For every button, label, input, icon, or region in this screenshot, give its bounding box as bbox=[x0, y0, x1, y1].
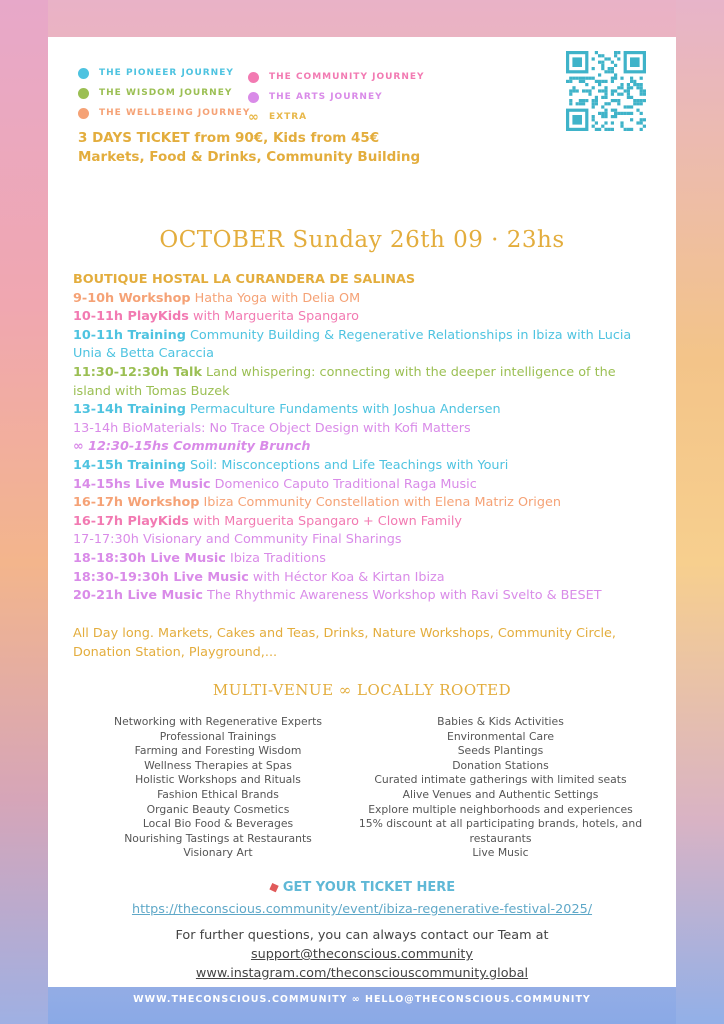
infinity-icon: ∞ bbox=[248, 109, 260, 125]
feature-item: Professional Trainings bbox=[159, 729, 277, 743]
feature-item: Environmental Care bbox=[447, 729, 554, 743]
ticket-icon: ◆ bbox=[266, 878, 282, 897]
feature-item: Seeds Plantings bbox=[457, 744, 544, 758]
schedule-description: Ibiza Community Constellation with Elena Matriz Origen bbox=[199, 495, 561, 511]
legend-column-1 bbox=[78, 63, 250, 123]
schedule-item bbox=[73, 550, 653, 569]
feature-item: Holistic Workshops and Rituals bbox=[135, 773, 301, 787]
schedule-time: 18:30-19:30h Live Music bbox=[73, 569, 249, 585]
dot-icon bbox=[78, 88, 89, 99]
legend-label: THE PIONEER JOURNEY bbox=[99, 68, 234, 78]
dot-icon bbox=[248, 72, 259, 83]
schedule-time: 9-10h Workshop bbox=[73, 290, 191, 306]
venue-name: BOUTIQUE HOSTAL LA CURANDERA DE SALINAS bbox=[73, 272, 416, 287]
dot-icon bbox=[78, 108, 89, 119]
dot-icon bbox=[78, 68, 89, 79]
instagram-link[interactable]: www.instagram.com/theconsciouscommunity.global bbox=[195, 966, 529, 981]
schedule-item bbox=[73, 494, 653, 513]
schedule-description: Permaculture Fundaments with Joshua Andersen bbox=[185, 402, 501, 418]
legend-item bbox=[78, 63, 250, 83]
legend-label: EXTRA bbox=[269, 112, 308, 122]
feature-item: Local Bio Food & Beverages bbox=[142, 817, 294, 831]
schedule-item bbox=[73, 290, 653, 309]
features-list-left bbox=[98, 715, 338, 861]
legend-label: THE COMMUNITY JOURNEY bbox=[269, 72, 425, 82]
schedule-description: Hatha Yoga with Delia OM bbox=[190, 290, 361, 306]
date-title: OCTOBER Sunday 26th 09 · 23hs bbox=[159, 227, 565, 253]
legend-item bbox=[248, 67, 425, 87]
ticket-info bbox=[78, 129, 558, 167]
feature-item: Babies & Kids Activities bbox=[437, 715, 564, 728]
schedule-description: Community Building & Regenerative Relationships in Ibiza with Lucia Unia & Betta Caraccia bbox=[73, 327, 632, 362]
get-ticket-label: GET YOUR TICKET HERE bbox=[282, 880, 456, 895]
schedule-description: with Marguerita Spangaro bbox=[188, 309, 359, 325]
schedule-item bbox=[73, 420, 653, 439]
feature-item: Alive Venues and Authentic Settings bbox=[402, 787, 599, 801]
schedule-description: Domenico Caputo Traditional Raga Music bbox=[210, 476, 477, 492]
feature-item: Organic Beauty Cosmetics bbox=[146, 802, 290, 816]
all-day-info: All Day long. Markets, Cakes and Teas, Drinks, Nature Workshops, Community Circle, Donation Station, Playground,... bbox=[73, 626, 616, 660]
schedule bbox=[73, 271, 653, 606]
features-list-right bbox=[348, 715, 653, 861]
ticket-link[interactable]: https://theconscious.community/event/ibiza-regenerative-festival-2025/ bbox=[131, 902, 593, 917]
legend-label: THE WELLBEING JOURNEY bbox=[99, 108, 251, 118]
get-ticket-cta[interactable] bbox=[48, 880, 676, 895]
dot-icon bbox=[248, 92, 259, 103]
feature-item: Live Music bbox=[472, 846, 529, 860]
footer-links: WWW.THECONSCIOUS.COMMUNITY ∞ HELLO@THECONSCIOUS.COMMUNITY bbox=[133, 994, 591, 1005]
schedule-description: 17-17:30h Visionary and Community Final Sharings bbox=[73, 532, 402, 548]
feature-item: Curated intimate gatherings with limited seats bbox=[374, 773, 627, 787]
background-right bbox=[676, 0, 724, 1024]
schedule-item bbox=[73, 401, 653, 420]
qr-code[interactable] bbox=[566, 51, 646, 131]
feature-item: Farming and Foresting Wisdom bbox=[134, 744, 302, 758]
schedule-description: The Rhythmic Awareness Workshop with Ravi Svelto & BESET bbox=[202, 588, 602, 604]
schedule-time: 10-11h Training bbox=[73, 327, 186, 343]
schedule-item bbox=[73, 364, 653, 401]
contact-line: For further questions, you can always contact our Team at bbox=[175, 928, 549, 943]
schedule-item bbox=[73, 457, 653, 476]
schedule-time: 20-21h Live Music bbox=[73, 588, 203, 604]
schedule-description: Land whispering: connecting with the deeper intelligence of the island with Tomas Buzek bbox=[73, 364, 616, 399]
schedule-time: 13-14h Training bbox=[73, 402, 186, 418]
feature-item: Visionary Art bbox=[183, 846, 253, 860]
legend-label: THE ARTS JOURNEY bbox=[269, 92, 383, 102]
contact-info bbox=[48, 926, 676, 983]
flyer-card bbox=[48, 37, 676, 987]
legend-label: THE WISDOM JOURNEY bbox=[99, 88, 233, 98]
schedule-item bbox=[73, 587, 653, 606]
schedule-description: Soil: Misconceptions and Life Teachings with Youri bbox=[185, 457, 509, 473]
ticket-includes: Markets, Food & Drinks, Community Building bbox=[78, 149, 421, 165]
feature-item: Nourishing Tastings at Restaurants bbox=[124, 831, 312, 845]
schedule-time: 14-15hs Live Music bbox=[73, 476, 211, 492]
schedule-time: 14-15h Training bbox=[73, 457, 186, 473]
feature-item: Explore multiple neighborhoods and experiences bbox=[368, 802, 633, 816]
schedule-description: 13-14h BioMaterials: No Trace Object Design with Kofi Matters bbox=[73, 420, 471, 436]
legend-item bbox=[248, 107, 425, 127]
schedule-time: 11:30-12:30h Talk bbox=[73, 364, 202, 380]
legend-item bbox=[248, 87, 425, 107]
schedule-item bbox=[73, 513, 653, 532]
schedule-time: 18-18:30h Live Music bbox=[73, 550, 226, 566]
feature-item: Wellness Therapies at Spas bbox=[144, 758, 292, 772]
feature-item: Fashion Ethical Brands bbox=[157, 787, 279, 801]
feature-item: 15% discount at all participating brands, hotels, and restaurants bbox=[358, 817, 643, 845]
schedule-item bbox=[73, 476, 653, 495]
schedule-description: with Marguerita Spangaro + Clown Family bbox=[188, 513, 462, 529]
legend-column-2 bbox=[248, 67, 425, 127]
schedule-item bbox=[73, 531, 653, 550]
schedule-time: 16-17h PlayKids bbox=[73, 513, 189, 529]
background-left bbox=[0, 0, 48, 1024]
multi-venue-title: MULTI-VENUE ∞ LOCALLY ROOTED bbox=[212, 681, 512, 699]
schedule-time: ∞ 12:30-15hs Community Brunch bbox=[73, 439, 311, 455]
feature-item: Donation Stations bbox=[452, 758, 549, 772]
schedule-item bbox=[73, 327, 653, 364]
legend-item bbox=[78, 83, 250, 103]
schedule-time: 10-11h PlayKids bbox=[73, 309, 189, 325]
schedule-item bbox=[73, 308, 653, 327]
ticket-price: 3 DAYS TICKET from 90€, Kids from 45€ bbox=[78, 130, 380, 146]
legend-item bbox=[78, 103, 250, 123]
feature-item: Networking with Regenerative Experts bbox=[114, 715, 322, 728]
schedule-time: 16-17h Workshop bbox=[73, 495, 200, 511]
schedule-item bbox=[73, 438, 653, 457]
support-email-link[interactable]: support@theconscious.community bbox=[250, 947, 473, 962]
schedule-item bbox=[73, 569, 653, 588]
schedule-description: with Héctor Koa & Kirtan Ibiza bbox=[248, 569, 445, 585]
schedule-description: Ibiza Traditions bbox=[225, 550, 326, 566]
